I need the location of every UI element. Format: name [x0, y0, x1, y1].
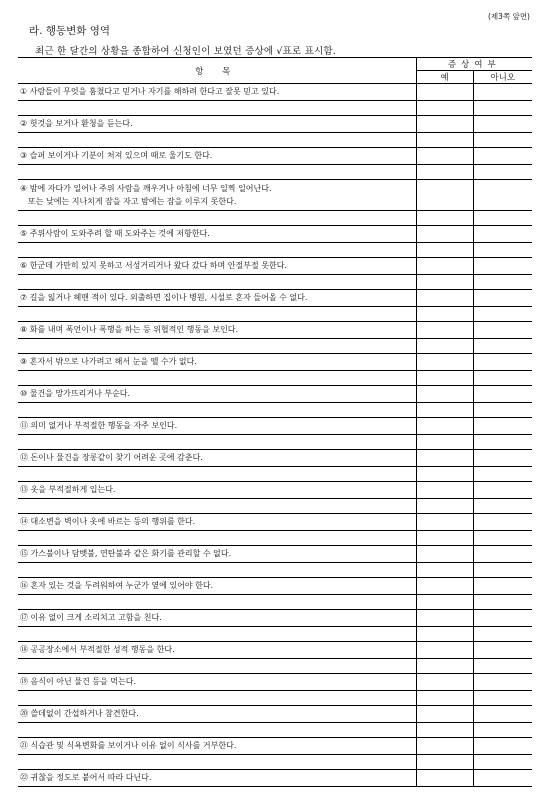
item-text	[18, 514, 416, 531]
item-label: ⑧ 화를 내며 폭언이나 폭행을 하는 등 위협적인 행동을 보인다.	[20, 325, 239, 334]
table-row	[18, 482, 532, 499]
instruction-text: 최근 한 달간의 상황을 종합하여 신청인이 보였던 증상에 √표로 표시함.	[35, 46, 337, 57]
row-spacer	[18, 371, 532, 386]
item-label: ① 사람들이 무엇을 훔쳤다고 믿거나 자기를 해하려 한다고 잘못 믿고 있다.	[20, 87, 280, 96]
row-spacer	[18, 307, 532, 322]
no-check-cell[interactable]	[473, 84, 532, 101]
item-text	[18, 546, 416, 563]
yes-check-cell[interactable]	[416, 354, 473, 371]
item-column-header: 항 목	[18, 58, 416, 84]
row-spacer	[18, 403, 532, 418]
item-label: ⑱ 공공장소에서 부적절한 성적 행동을 한다.	[20, 645, 175, 654]
table-row	[18, 610, 532, 627]
item-text	[18, 770, 416, 787]
yes-check-cell[interactable]	[416, 386, 473, 403]
row-spacer	[18, 211, 532, 226]
no-check-cell[interactable]	[473, 738, 532, 755]
table-row	[18, 322, 532, 339]
no-check-cell[interactable]	[473, 386, 532, 403]
row-spacer	[18, 243, 532, 258]
table-row	[18, 546, 532, 563]
table-row	[18, 84, 532, 101]
yes-check-cell[interactable]	[416, 610, 473, 627]
table-row	[18, 180, 532, 211]
item-label: ㉒ 귀찮을 정도로 붙어서 따라 다닌다.	[20, 773, 152, 782]
item-text	[18, 578, 416, 595]
no-check-cell[interactable]	[473, 322, 532, 339]
item-label: ⑬ 옷을 부적절하게 입는다.	[20, 485, 116, 494]
row-spacer	[18, 165, 532, 180]
yes-check-cell[interactable]	[416, 578, 473, 595]
no-check-cell[interactable]	[473, 610, 532, 627]
no-check-cell[interactable]	[473, 770, 532, 787]
row-spacer	[18, 339, 532, 354]
table-row	[18, 418, 532, 435]
yes-check-cell[interactable]	[416, 116, 473, 133]
table-row	[18, 738, 532, 755]
table-row	[18, 258, 532, 275]
no-check-cell[interactable]	[473, 290, 532, 307]
row-spacer	[18, 627, 532, 642]
yes-check-cell[interactable]	[416, 180, 473, 211]
no-check-cell[interactable]	[473, 546, 532, 563]
item-text	[18, 674, 416, 691]
row-spacer	[18, 755, 532, 770]
item-label: ⑮ 가스불이나 담뱃불, 연탄불과 같은 화기를 관리할 수 없다.	[20, 549, 232, 558]
row-spacer	[18, 563, 532, 578]
row-spacer	[18, 723, 532, 738]
yes-check-cell[interactable]	[416, 706, 473, 723]
table-row	[18, 514, 532, 531]
yes-check-cell[interactable]	[416, 258, 473, 275]
item-label: ⑳ 쓸데없이 간섭하거나 참견한다.	[20, 709, 139, 718]
no-check-cell[interactable]	[473, 418, 532, 435]
row-spacer	[18, 659, 532, 674]
no-check-cell[interactable]	[473, 642, 532, 659]
yes-check-cell[interactable]	[416, 148, 473, 165]
item-text	[18, 148, 416, 165]
row-spacer	[18, 101, 532, 116]
item-text	[18, 706, 416, 723]
item-text	[18, 450, 416, 467]
item-label: ⑦ 길을 잃거나 헤맨 적이 있다. 외출하면 집이나 병원, 시설로 혼자 들어올 수 없다.	[20, 293, 308, 302]
item-label: ⑨ 혼자서 밖으로 나가려고 해서 눈을 뗄 수가 없다.	[20, 357, 197, 366]
row-spacer	[18, 499, 532, 514]
item-label-continuation: 또는 낮에는 지나치게 잠을 자고 밤에는 잠을 이루지 못한다.	[28, 197, 237, 206]
item-text	[18, 418, 416, 435]
no-check-cell[interactable]	[473, 354, 532, 371]
item-label: ⑭ 대소변을 벽이나 옷에 바르는 등의 행위를 한다.	[20, 517, 196, 526]
yes-check-cell[interactable]	[416, 738, 473, 755]
table-row	[18, 290, 532, 307]
no-check-cell[interactable]	[473, 226, 532, 243]
item-text	[18, 258, 416, 275]
yes-check-cell[interactable]	[416, 546, 473, 563]
item-label: ⑰ 이유 없이 크게 소리치고 고함을 친다.	[20, 613, 162, 622]
yes-check-cell[interactable]	[416, 514, 473, 531]
no-check-cell[interactable]	[473, 180, 532, 211]
no-check-cell[interactable]	[473, 450, 532, 467]
table-row	[18, 226, 532, 243]
table-row	[18, 450, 532, 467]
table-row	[18, 674, 532, 691]
no-check-cell[interactable]	[473, 674, 532, 691]
yes-check-cell[interactable]	[416, 482, 473, 499]
symptom-presence-header: 증상여부	[416, 58, 532, 71]
table-row	[18, 706, 532, 723]
no-check-cell[interactable]	[473, 148, 532, 165]
row-spacer	[18, 595, 532, 610]
item-text	[18, 322, 416, 339]
no-check-cell[interactable]	[473, 578, 532, 595]
item-label: ⑲ 음식이 아닌 물건 등을 먹는다.	[20, 677, 136, 686]
no-check-cell[interactable]	[473, 258, 532, 275]
yes-check-cell[interactable]	[416, 770, 473, 787]
row-spacer	[18, 467, 532, 482]
yes-check-cell[interactable]	[416, 226, 473, 243]
no-check-cell[interactable]	[473, 514, 532, 531]
row-spacer	[18, 275, 532, 290]
item-label: ④ 밤에 자다가 일어나 주위 사람을 깨우거나 아침에 너무 일찍 일어난다.	[20, 184, 272, 193]
item-text	[18, 610, 416, 627]
item-text	[18, 226, 416, 243]
item-label: ⑫ 돈이나 물건을 장롱같이 찾기 어려운 곳에 감춘다.	[20, 453, 203, 462]
section-title: 라. 행동변화 영역	[29, 25, 111, 37]
table-row	[18, 354, 532, 371]
yes-check-cell[interactable]	[416, 290, 473, 307]
yes-column-header: 예	[416, 71, 473, 84]
no-check-cell[interactable]	[473, 116, 532, 133]
item-text	[18, 180, 416, 211]
no-column-header: 아니오	[473, 71, 532, 84]
page-number-note: (제3쪽 앞면)	[488, 12, 530, 21]
table-row	[18, 770, 532, 787]
row-spacer	[18, 531, 532, 546]
row-spacer	[18, 435, 532, 450]
table-row	[18, 642, 532, 659]
row-spacer	[18, 133, 532, 148]
table-row	[18, 116, 532, 133]
no-check-cell[interactable]	[473, 482, 532, 499]
symptom-table	[18, 57, 532, 787]
table-row	[18, 148, 532, 165]
item-text	[18, 290, 416, 307]
item-text	[18, 738, 416, 755]
yes-check-cell[interactable]	[416, 418, 473, 435]
item-label: ⑥ 한군데 가만히 있지 못하고 서성거리거나 왔다 갔다 하며 안절부절 못한다.	[20, 261, 287, 270]
item-text	[18, 84, 416, 101]
table-row	[18, 578, 532, 595]
yes-check-cell[interactable]	[416, 84, 473, 101]
item-label: ② 헛것을 보거나 환청을 듣는다.	[20, 119, 133, 128]
item-label: ㉑ 식습관 및 식욕변화를 보이거나 이유 없이 식사를 거부한다.	[20, 741, 237, 750]
item-label: ③ 슬퍼 보이거나 기분이 처져 있으며 때로 울기도 한다.	[20, 151, 213, 160]
yes-check-cell[interactable]	[416, 674, 473, 691]
item-text	[18, 386, 416, 403]
item-text	[18, 354, 416, 371]
item-label: ⑯ 혼자 있는 것을 두려워하여 누군가 옆에 있어야 한다.	[20, 581, 214, 590]
row-spacer	[18, 691, 532, 706]
item-text	[18, 642, 416, 659]
yes-check-cell[interactable]	[416, 322, 473, 339]
yes-check-cell[interactable]	[416, 642, 473, 659]
item-label: ⑩ 물건을 망가뜨리거나 부순다.	[20, 389, 131, 398]
item-label: ⑪ 의미 없거나 부적절한 행동을 자주 보인다.	[20, 421, 178, 430]
item-text	[18, 116, 416, 133]
table-row	[18, 386, 532, 403]
item-label: ⑤ 주위사람이 도와주려 할 때 도와주는 것에 저항한다.	[20, 229, 210, 238]
no-check-cell[interactable]	[473, 706, 532, 723]
yes-check-cell[interactable]	[416, 450, 473, 467]
item-text	[18, 482, 416, 499]
